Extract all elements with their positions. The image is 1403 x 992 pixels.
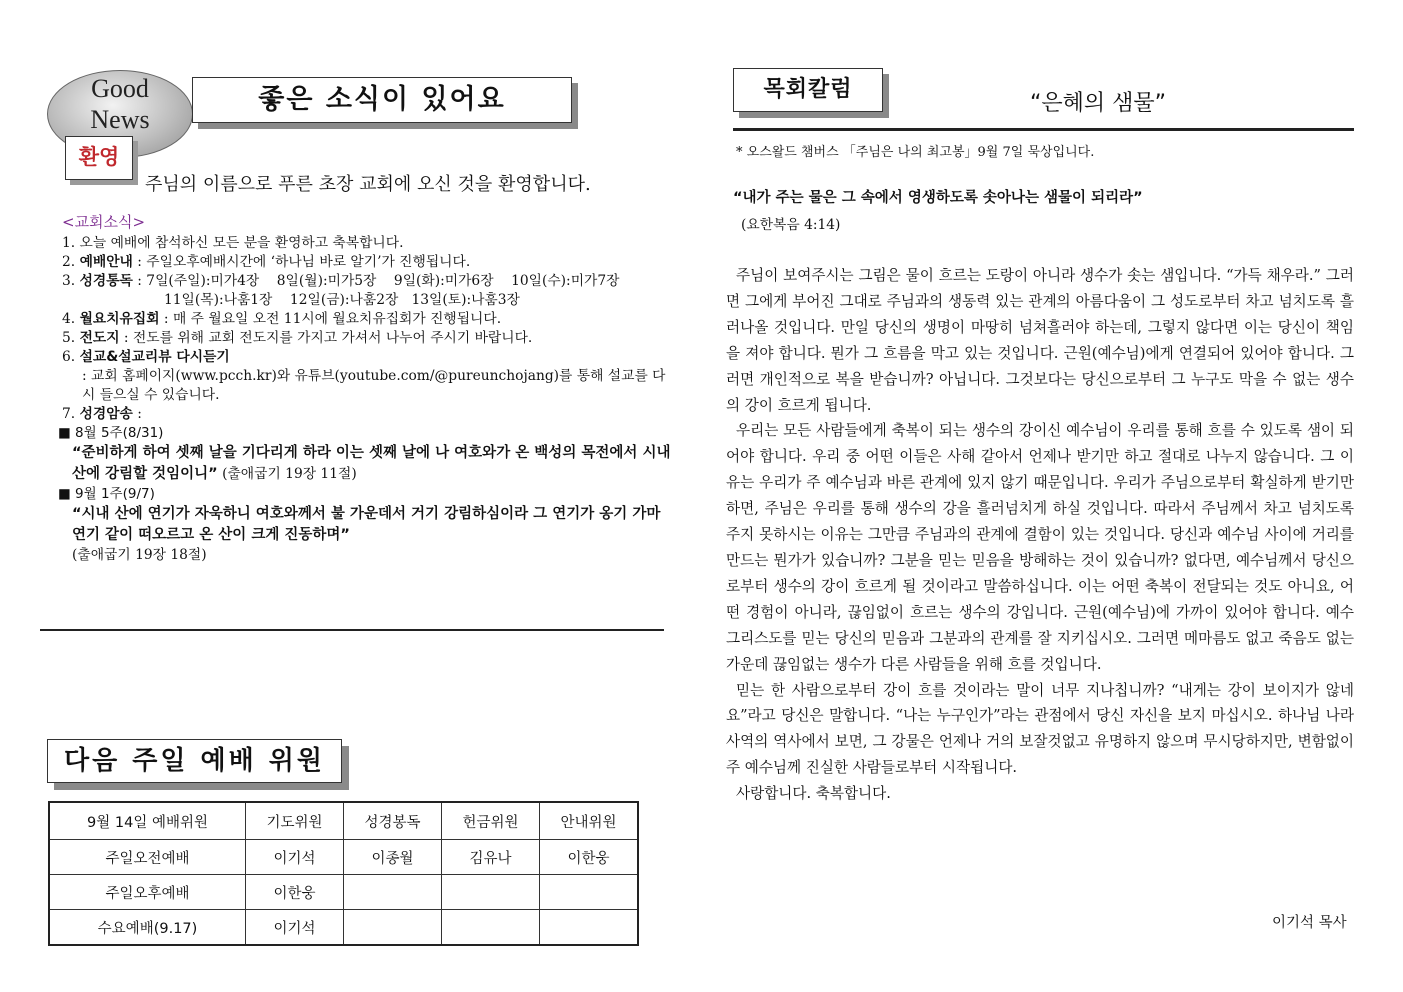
news-item-4: 4. 월요치유집회 : 매 주 월요일 오전 11시에 월요치유집회가 진행됩니다. bbox=[62, 311, 502, 327]
column-paragraph-4: 사랑합니다. 축복합니다. bbox=[736, 785, 891, 803]
welcome-text: 주님의 이름으로 푸른 초장 교회에 오신 것을 환영합니다. bbox=[145, 174, 591, 195]
news-item-3-line2: 11일(목):나훔1장 12일(금):나훔2장 13일(토):나훔3장 bbox=[164, 292, 520, 308]
table-header-cell: 안내위원 bbox=[540, 802, 639, 840]
column-paragraph-3: 믿는 한 사람으로부터 강이 흐를 것이라는 말이 너무 지나칩니까? “내게는 강이 보이지가 않네요”라고 당신은 말합니다. “나는 누구인가”라는 관점에서 당신 자신을 보지 마십시오. 하나님 나라 사역의 역사에서 보면, 그 강물은 언제나 거의 보잘것없고 유명하지 않으며 무시당하지만, 변함없이 주 예수님께 진실한 사람들로부터 시작됩니다. bbox=[726, 681, 1354, 777]
table-cell bbox=[442, 875, 540, 910]
good-news-title: 좋은 소식이 있어요 bbox=[192, 77, 572, 123]
column-subtitle: “은혜의 샘물” bbox=[1030, 91, 1167, 116]
memory-week2-verse: “시내 산에 연기가 자욱하니 여호와께서 불 가운데서 거기 강림하심이라 그 연기가 옹기 가마 연기 같이 떠오르고 온 산이 크게 진동하며” bbox=[72, 506, 661, 543]
memory-week2-ref: (출애굽기 19장 18절) bbox=[72, 547, 207, 563]
table-header-cell: 헌금위원 bbox=[442, 802, 540, 840]
table-cell: 이한웅 bbox=[540, 840, 639, 875]
news-item-7: 7. 성경암송 : bbox=[62, 406, 142, 422]
table-cell: 수요예배(9.17) bbox=[49, 910, 246, 946]
table-cell: 김유나 bbox=[442, 840, 540, 875]
table-header-row bbox=[49, 802, 638, 840]
key-verse-reference: (요한복음 4:14) bbox=[741, 217, 841, 233]
news-item-3: 3. 성경통독 : 7일(주일):미가4장 8일(월):미가5장 9일(화):미가6장 10일(수):미가7장 bbox=[62, 273, 620, 289]
table-header-cell: 9월 14일 예배위원 bbox=[49, 802, 246, 840]
table-cell: 이한웅 bbox=[246, 875, 344, 910]
church-news bbox=[58, 213, 682, 565]
table-row bbox=[49, 840, 638, 875]
table-cell: 이종월 bbox=[344, 840, 442, 875]
column-title: 목회칼럼 bbox=[733, 68, 883, 112]
news-item-2: 2. 예배안내 : 주일오후예배시간에 ‘하나님 바로 알기’가 진행됩니다. bbox=[62, 254, 471, 270]
welcome-tag: 환영 bbox=[65, 136, 133, 180]
column-paragraph-1: 주님이 보여주시는 그림은 물이 흐르는 도랑이 아니라 생수가 솟는 샘입니다. “가득 채우라.” 그러면 그에게 부어진 그대로 주님과의 생동력 있는 관계의 아름다움이 그 성도로부터 차고 넘치도록 흘러나올 것입니다. 만일 당신의 생명이 마땅히 넘쳐흘러야 하는데, 그렇지 않다면 이는 당신이 책임을 져야 합니다. 뭔가 그 흐름을 막고 있는 것입니다. 근원(예수님)에게 연결되어 있어야 합니다. 그러면 개인적으로 복을 받습니까? 아닙니다. 그것보다는 당신으로부터 그 누구도 막을 수 없는 생수의 강이 흐르게 됩니다. bbox=[726, 267, 1354, 414]
table-row bbox=[49, 875, 638, 910]
column-paragraph-2: 우리는 모든 사람들에게 축복이 되는 생수의 강이신 예수님이 우리를 통해 흐를 수 있도록 샘이 되어야 합니다. 우리 중 어떤 이들은 사해 같아서 언제나 받기만 하고 절대로 나누지 않습니다. 그 이유는 우리가 주 예수님과 바른 관계에 있지 않기 때문입니다. 우리가 주님으로부터 확실하게 받기만 하면, 주님은 우리를 통해 생수의 강을 흘러넘치게 하실 것입니다. 따라서 주님께서 차고 넘치도록 주지 못하시는 이유는 그만큼 주님과의 관계에 결함이 있는 것입니다. 당신과 예수님 사이에 거리를 만드는 뭔가가 있습니까? 그분을 믿는 믿음을 방해하는 것이 있습니까? 없다면, 예수님께서 당신으로부터 생수의 강이 흐르게 될 것이라고 말씀하십니다. 이는 어떤 축복이 전달되는 것도 아니요, 어떤 경험이 아니라, 끊임없이 흐르는 생수의 강입니다. 근원(예수님)에 가까이 있어야 합니다. 예수 그리스도를 믿는 당신의 믿음과 그분과의 관계를 잘 지키십시오. 그러면 메마름도 없고 죽음도 없는 가운데 끊임없는 생수가 다른 사람들을 위해 흐를 것입니다. bbox=[726, 422, 1354, 673]
memory-week1-ref: (출애굽기 19장 11절) bbox=[217, 466, 357, 482]
memory-week1-verse: “준비하게 하여 셋째 날을 기다리게 하라 이는 셋째 날에 나 여호와가 온 백성의 목전에서 시내 산에 강림할 것임이니” bbox=[72, 445, 671, 482]
table-cell: 주일오전예배 bbox=[49, 840, 246, 875]
table-cell bbox=[344, 875, 442, 910]
table-cell: 주일오후예배 bbox=[49, 875, 246, 910]
table-header-cell: 기도위원 bbox=[246, 802, 344, 840]
table-row bbox=[49, 910, 638, 946]
badge-line2: News bbox=[90, 105, 150, 134]
table-cell bbox=[540, 875, 639, 910]
right-divider bbox=[733, 128, 1354, 131]
key-verse: “내가 주는 물은 그 속에서 영생하도록 솟아나는 샘물이 되리라” bbox=[733, 190, 1143, 206]
memory-week1 bbox=[72, 443, 672, 485]
worship-schedule-table bbox=[48, 801, 639, 946]
news-item-1: 1. 오늘 예배에 참석하신 모든 분을 환영하고 축복합니다. bbox=[62, 235, 404, 251]
schedule-title: 다음 주일 예배 위원 bbox=[47, 739, 342, 783]
news-item-5: 5. 전도지 : 전도를 위해 교회 전도지를 가지고 가셔서 나누어 주시기 바랍니다. bbox=[62, 330, 533, 346]
column-signature: 이기석 목사 bbox=[1272, 915, 1347, 931]
badge-line1: Good bbox=[91, 74, 149, 103]
news-heading: <교회소식> bbox=[62, 213, 146, 231]
memory-week2-label: ■ 9월 1주(9/7) bbox=[58, 486, 155, 502]
memory-week2 bbox=[72, 504, 672, 565]
news-item-6-text: : 교회 홈페이지(www.pcch.kr)와 유튜브(youtube.com/@pureunchojang)를 통해 설교를 다시 들으실 수 있습니다. bbox=[82, 368, 666, 403]
table-cell: 이기석 bbox=[246, 910, 344, 946]
column-source-note: * 오스왈드 챔버스 「주님은 나의 최고봉」9월 7일 묵상입니다. bbox=[736, 145, 1095, 160]
column-body bbox=[726, 263, 1354, 807]
table-cell bbox=[442, 910, 540, 946]
table-cell: 이기석 bbox=[246, 840, 344, 875]
table-cell bbox=[344, 910, 442, 946]
news-item-6: 6. 설교&설교리뷰 다시듣기 bbox=[62, 349, 230, 365]
memory-week1-label: ■ 8월 5주(8/31) bbox=[58, 425, 164, 441]
left-divider bbox=[40, 629, 664, 631]
table-header-cell: 성경봉독 bbox=[344, 802, 442, 840]
table-cell bbox=[540, 910, 639, 946]
